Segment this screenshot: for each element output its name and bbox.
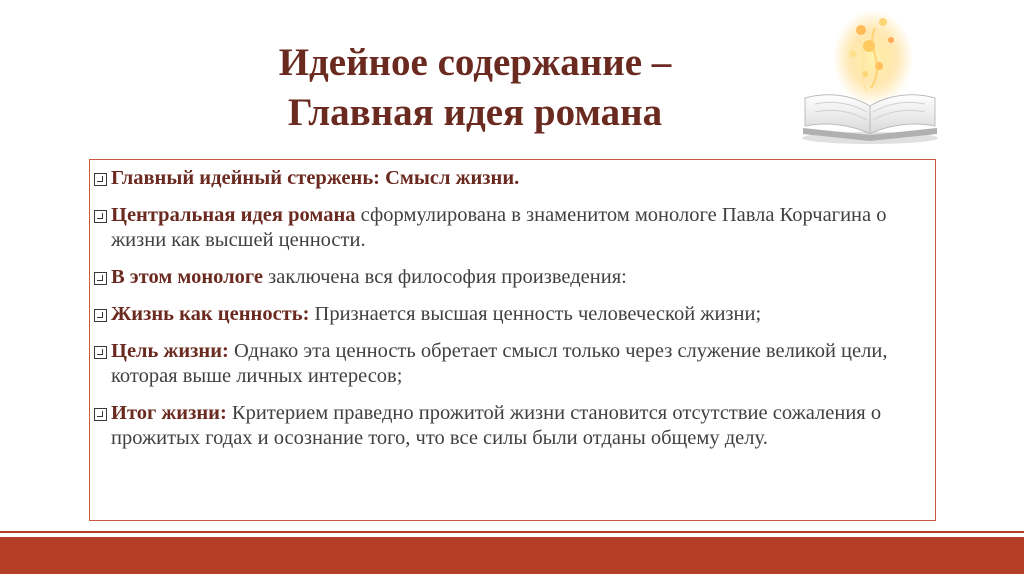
item-lead: Жизнь как ценность: — [111, 303, 310, 325]
footer-band — [0, 537, 1024, 574]
item-lead: Цель жизни: — [111, 340, 229, 362]
checkbox-bullet-icon — [94, 272, 107, 285]
item-text: сформулирована в знаменитом монологе Павла Корчагина о жизни как высшей ценности. — [111, 204, 887, 251]
list-item — [94, 401, 921, 451]
item-lead: В этом монологе — [111, 266, 264, 288]
open-book-icon — [795, 8, 945, 148]
item-text: Признается высшая ценность человеческой жизни; — [309, 303, 762, 325]
item-lead: Центральная идея романа — [111, 204, 356, 226]
footer-divider — [0, 531, 1024, 533]
list-item — [94, 166, 921, 191]
item-text: заключена вся философия произведения: — [263, 266, 627, 288]
checkbox-bullet-icon — [94, 346, 107, 359]
list-item — [94, 203, 921, 253]
item-text: Критерием праведно прожитой жизни становится отсутствие сожаления о прожитых годах и осознание того, что все силы были отданы общему делу. — [111, 402, 882, 449]
list-item — [94, 265, 921, 290]
checkbox-bullet-icon — [94, 309, 107, 322]
slide-title — [150, 38, 800, 138]
checkbox-bullet-icon — [94, 210, 107, 223]
list-item — [94, 339, 921, 389]
checkbox-bullet-icon — [94, 173, 107, 186]
checkbox-bullet-icon — [94, 408, 107, 421]
item-lead: Итог жизни: — [111, 402, 227, 424]
slide-title-line-2: Главная идея романа — [287, 91, 663, 134]
list-item — [94, 302, 921, 327]
item-text: Однако эта ценность обретает смысл только через служение великой цели, которая выше личных интересов; — [111, 340, 888, 387]
item-lead: Главный идейный стержень: Смысл жизни. — [111, 167, 520, 189]
slide-title-line-1: Идейное содержание – — [278, 41, 672, 84]
content-box — [89, 159, 936, 521]
